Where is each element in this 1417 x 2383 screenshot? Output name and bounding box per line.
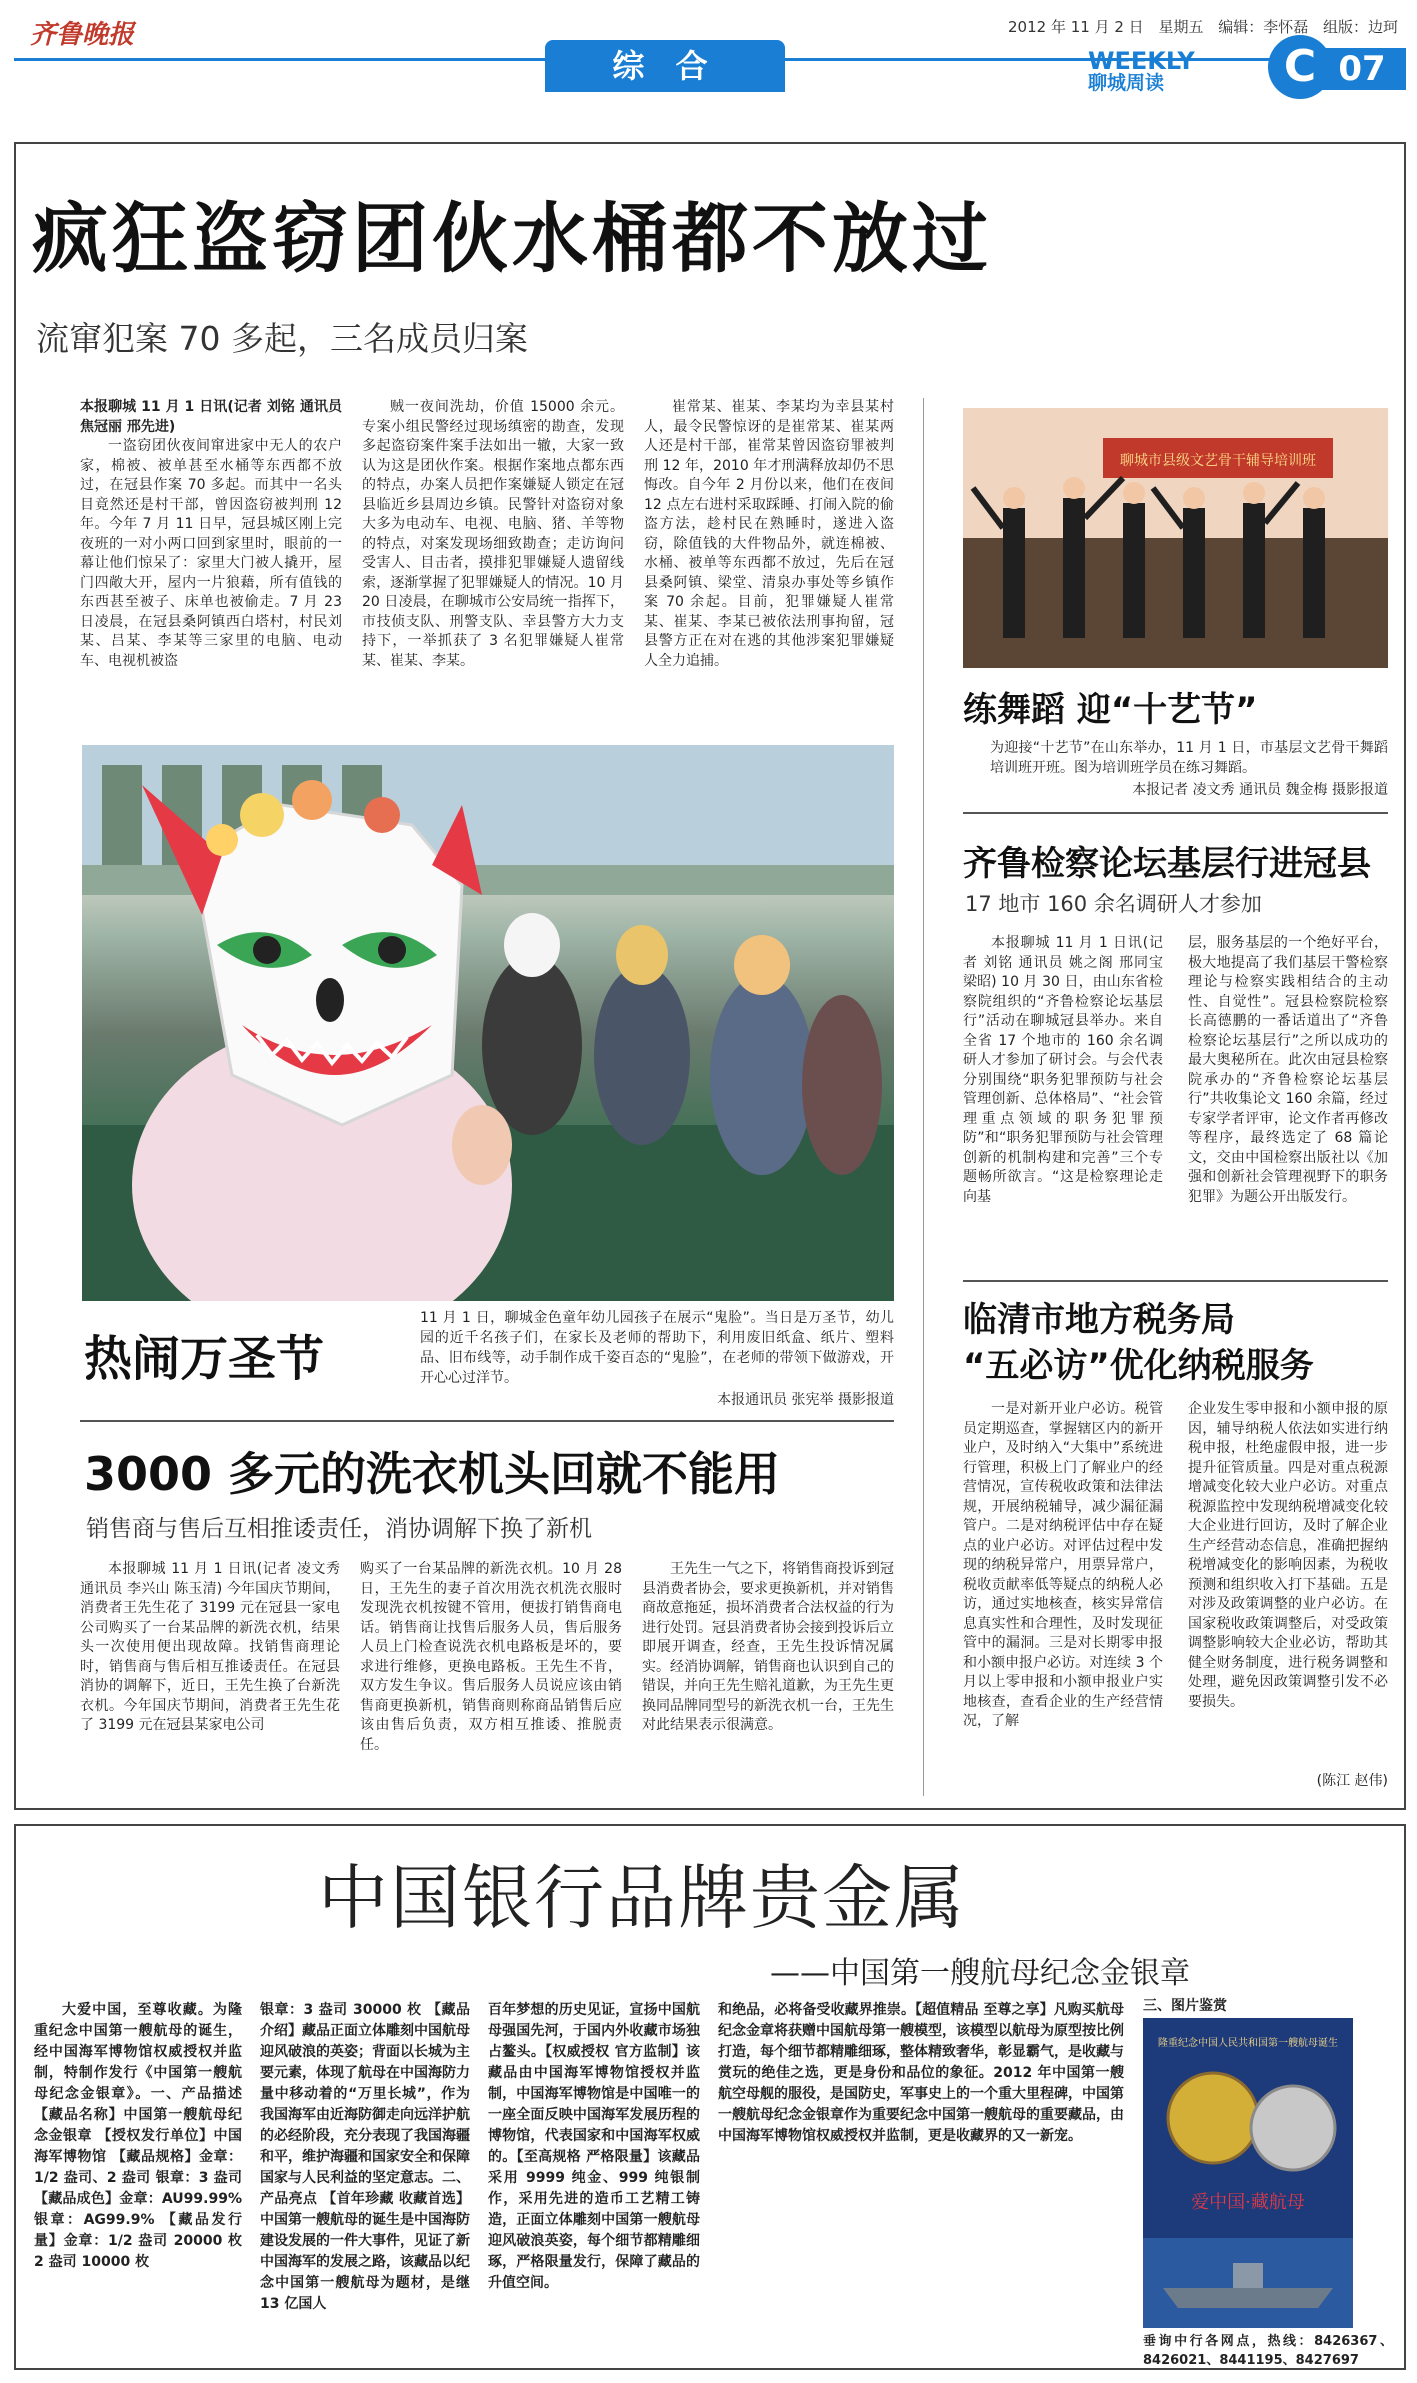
tax-credit: (陈江 赵伟) [1316,1773,1388,1789]
ad-title: 中国银行品牌贵金属 [318,1857,966,1939]
ad-text-3: 百年梦想的历史见证，宣扬中国航母强国先河，于国内外收藏市场独占鳌头。【权威授权 官方监制】该藏品由中国海军博物馆授权并监制，中国海军博物馆是中国唯一的一座全面反映中国海军发展历程的博物馆，代表国家和中国海军权威的。【至高规格 严格限量】该藏品采用 9999 纯金、999 纯银制作，采用先进的造币工艺精工铸造，正面立体雕刻中国第一艘航母迎风破浪英姿，每个细节都精雕细琢，严格限量发行，保障了藏品的升值空间。 [488,2002,700,2291]
weekly-logo [1088,47,1195,94]
tax-credit-box [1188,1772,1388,1792]
issue-date: 2012 年 11 月 2 日 [1008,18,1144,36]
ad-column-4 [718,2000,1124,2360]
ad-text-4: 和绝品，必将备受收藏界推崇。【超值精品 至尊之享】凡购买航母纪念金章将获赠中国航母第一艘模型，该模型以航母为原型按比例打造，每个细节都精雕细琢，整体精致奢华，彰显霸气，是收藏与赏玩的绝佳之选，更是身份和品位的象征。2012 年中国第一艘航空母舰的服役，是国防史，军事史上的一个重大里程碑，中国第一艘航母纪念金银章作为重要纪念中国第一艘航母的重要藏品，由中国海军博物馆权威授权并监制，更是收藏界的又一新宠。 [718,2002,1124,2144]
washer-subhead: 销售商与售后互相推诿责任，消协调解下换了新机 [86,1516,592,1542]
halloween-photo-art [82,745,894,1301]
dance-photo-art [963,408,1388,668]
ad-column-2 [260,2000,470,2360]
ad-gallery-heading [1143,1996,1373,2016]
halloween-credit: 本报通讯员 张宪举 摄影报道 [717,1392,894,1408]
dance-photo [963,408,1388,668]
ad-subtitle: ——中国第一艘航母纪念金银章 [770,1956,1190,1991]
dance-headline: 练舞蹈 迎“十艺节” [963,690,1258,730]
lead-text-3: 崔常某、崔某、李某均为幸县某村人，最令民警惊讶的是崔常某、崔某两人还是村干部，崔常某曾因盗窃罪被判刑 12 年，2010 年才刑满释放却仍不思悔改。自今年 2 月份以来，他们在夜间 12 点左右进村采取踩睡、打闹入院的偷盗方法，趁村民在熟睡时，遂进入盗窃，除值钱的大件物品外，就连棉被、水桶、被单等东西都不放过，先后在冠县桑阿镇、梁堂、清泉办事处等乡镇作案 70 余起。目前，犯罪嫌疑人崔常某、崔某、李某已被依法刑事拘留，冠县警方正在对在逃的其他涉案犯罪嫌疑人全力追捕。 [644,399,894,669]
issue-weekday: 星期五 [1158,18,1204,36]
halloween-headline: 热闹万圣节 [84,1331,325,1387]
section-divider [80,1420,894,1422]
ad-column-1 [34,2000,242,2360]
coin-photo [1143,2018,1353,2328]
washer-text-2: 购买了一台某品牌的新洗衣机。10 月 28 日，王先生的妻子首次用洗衣机洗衣服时发现洗衣机按键不管用，便拔打销售商电话。销售商让找售后服务人员，售后服务人员上门检查说洗衣机电路板是坏的，要求进行维修，更换电路板。王先生不肯，双方发生争议。售后服务人员说应该由销售商更换新机，销售商则称商品销售后应该由售后负责，双方相互推诿、推脱责任。 [360,1561,622,1753]
lead-column-3 [644,398,894,728]
halloween-caption: 11 月 1 日，聊城金色童年幼儿园孩子在展示“鬼脸”。当日是万圣节，幼儿园的近千名孩子们，在家长及老师的帮助下，利用废旧纸盒、纸片、塑料品、旧布线等，动手制作成千姿百态的“鬼脸”，在老师的带领下做游戏，开开心心过洋节。 [420,1310,894,1386]
section-divider [963,1280,1388,1282]
washer-column-2 [360,1560,622,1796]
coin-banner: 隆重纪念中国人民共和国第一艘航母诞生 [1158,2038,1338,2049]
issue-layout: 组版：边珂 [1323,18,1399,36]
page-letter-badge: C [1268,35,1332,99]
lead-subhead: 流窜犯案 70 多起，三名成员归案 [36,319,528,358]
coin-slogan: 爱中国·藏航母 [1191,2192,1305,2213]
tax-text-1: 一是对新开业户必访。税管员定期巡查，掌握辖区内的新开业户，及时纳入“大集中”系统进行管理，积极上门了解业户的经营情况，宣传税收政策和法律法规，开展纳税辅导，减少漏征漏管户。二是对纳税评估中存在疑点的业户必访。对评估过程中发现的纳税异常户，用票异常户，税收贡献率低等疑点的纳税人必访，通过实地核查，核实异常信息真实性和合理性，及时发现征管中的漏洞。三是对长期零申报和小额申报户必访。对连续 3 个月以上零申报和小额申报业户实地核查，查看企业的生产经营情况，了解 [963,1401,1163,1729]
tax-text-2: 企业发生零申报和小额申报的原因，辅导纳税人依法如实进行纳税申报，杜绝虚假申报，进一步提升征管质量。四是对重点税源增减变化较大业户必访。对重点税源监控中发现纳税增减变化较大企业进行回访，及时了解企业生产经营动态信息，准确把握纳税增减变化的影响因素，为税收预测和组织收入打下基础。五是对涉及政策调整的业户必访。在国家税收政策调整后，对受政策调整影响较大企业必访，帮助其健全财务制度，进行税务调整和处理，避免因政策调整引发不必要损失。 [1188,1401,1388,1710]
forum-text-2: 层，服务基层的一个绝好平台，极大地提高了我们基层干警检察理论与检察实践相结合的主动性、自觉性”。冠县检察院检察长高德鹏的一番话道出了“齐鲁检察论坛基层行”之所以成功的最大奥秘所在。此次由冠县检察院承办的“齐鲁检察论坛基层行”共收集论文 160 余篇，经过专家学者评审，论文作者再修改等程序，最终选定了 68 篇论文，交由中国检察出版社以《加强和创新社会管理视野下的职务犯罪》为题公开出版发行。 [1188,935,1388,1205]
coin-photo-art [1143,2018,1353,2328]
weekly-subtitle: 聊城周读 [1088,72,1165,94]
halloween-photo [82,745,894,1301]
forum-subhead: 17 地市 160 余名调研人才参加 [965,892,1262,916]
page-number: 07 [1318,48,1406,90]
ad-column-3 [488,2000,700,2360]
forum-headline: 齐鲁检察论坛基层行进冠县 [963,844,1371,884]
lead-headline: 疯狂盗窃团伙水桶都不放过 [32,194,992,283]
tax-headline-line2: “五必访”优化纳税服务 [963,1346,1314,1386]
lead-text-2: 贼一夜间洗劫，价值 15000 余元。专案小组民警经过现场缜密的勘查，发现多起盗窃案件案手法如出一辙，大家一致认为这是团伙作案。根据作案地点都东西的特点，办案人员把作案嫌疑人锁定在冠县临近乡县周边乡镇。民警针对盗窃对象大多为电动车、电视、电脑、猪、羊等物的特点，对案发现场细致勘查；走访询问受害人、目击者，摸排犯罪嫌疑人遗留线索，逐渐掌握了犯罪嫌疑人的情况。10 月 20 日凌晨，在聊城市公安局统一指挥下，市技侦支队、刑警支队、幸县警方大力支持下，一举抓获了 3 名犯罪嫌疑人崔常某、崔某、李某。 [362,399,624,669]
tax-column-2 [1188,1400,1388,1772]
issue-meta [1008,16,1408,37]
washer-text-3: 王先生一气之下，将销售商投诉到冠县消费者协会，要求更换新机，并对销售商故意拖延，损坏消费者合法权益的行为进行处罚。冠县消费者协会接到投诉后立即展开调查，经查，王先生投诉情况属实。经消协调解，销售商也认识到自己的错误，并向王先生赔礼道歉，为王先生更换同品牌同型号的新洗衣机一台，王先生对此结果表示很满意。 [642,1561,894,1733]
dance-banner-text: 聊城市县级文艺骨干辅导培训班 [1120,453,1316,469]
issue-editor: 编辑：李怀磊 [1218,18,1309,36]
washer-column-1 [80,1560,340,1796]
washer-text-1: 本报聊城 11 月 1 日讯(记者 凌文秀 通讯员 李兴山 陈玉清) 今年国庆节期间，消费者王先生花了 3199 元在冠县一家电公司购买了一台某品牌的新洗衣机，结果头一次使用便出现故障。找销售商理论时，销售商与售后相互推诿责任。在冠县消协的调解下，近日，王先生换了台新洗衣机。今年国庆节期间，消费者王先生花了 3199 元在冠县某家电公司 [80,1561,340,1733]
lead-text-1: 一盗窃团伙夜间窜进家中无人的农户家，棉被、被单甚至水桶等东西都不放过，在冠县作案 70 多起。而其中一名头目竟然还是村干部，曾因盗窃被判刑 12 年。今年 7 月 11 日早，冠县城区刚上完夜班的一对小两口回到家里时，眼前的一幕让他们惊呆了：家里大门被人撬开，屋门四敞大开，屋内一片狼藉，所有值钱的东西甚至被子、床单也被偷走。7 月 23 日凌晨，在冠县桑阿镇西白塔村，村民刘某、吕某、李某等三家里的电脑、电动车、电视机被盗 [80,438,342,669]
column-separator [923,398,924,1796]
newspaper-masthead: 齐鲁晚报 [30,20,135,50]
ad-contact [1143,2332,1393,2374]
dance-caption: 为迎接“十艺节”在山东举办，11 月 1 日，市基层文艺骨干舞蹈培训班开班。图为培训班学员在练习舞蹈。 [990,740,1388,776]
ad-text-2: 银章：3 盎司 30000 枚 【藏品介绍】藏品正面立体雕刻中国航母迎风破浪的英姿；背面以长城为主要元素，体现了航母在中国海防力量中移动着的“万里长城”，作为我国海军由近海防御走向远洋护航的必经阶段，充分表现了我国海疆和平，维护海疆和国家安全和保障国家与人民利益的坚定意志。二、产品亮点 【首年珍藏 收藏首选】中国第一艘航母的诞生是中国海防建设发展的一件大事件，见证了新中国海军的发展之路，该藏品以纪念中国第一艘航母为题材，是继 13 亿国人 [260,2002,470,2312]
forum-column-2 [1188,934,1388,1268]
lead-column-2 [362,398,624,728]
washer-column-3 [642,1560,894,1796]
ad-text-1: 大爱中国，至尊收藏。为隆重纪念中国第一艘航母的诞生，经中国海军博物馆权威授权并监制，特制作发行《中国第一艘航母纪念金银章》。一、产品描述 【藏品名称】中国第一艘航母纪念金银章 【授权发行单位】中国海军博物馆 【藏品规格】金章：1/2 盎司、2 盎司 银章：3 盎司 【藏品成色】金章：AU99.99% 银章：AG99.9% 【藏品发行量】金章：1/2 盎司 20000 枚 2 盎司 10000 枚 [34,2002,242,2270]
section-divider [963,812,1388,814]
forum-column-1 [963,934,1163,1268]
weekly-title: WEEKLY [1088,47,1195,75]
lead-byline: 本报聊城 11 月 1 日讯(记者 刘铭 通讯员 焦冠丽 邢先进) [80,399,342,435]
forum-text-1: 本报聊城 11 月 1 日讯(记者 刘铭 通讯员 姚之阁 邢同宝 梁昭) 10 月 30 日，由山东省检察院组织的“齐鲁检察论坛基层行”活动在聊城冠县举办。来自全省 17 个地市的 160 余名调研人才参加了研讨会。与会代表分别围绕“职务犯罪预防与社会管理创新、总体格局”、“社会管理重点领域的职务犯罪预防”和“职务犯罪预防与社会管理创新的机制构建和完善”三个专题畅所欲言。“这是检察理论走向基 [963,935,1163,1205]
lead-column-1 [80,398,342,728]
ad-gallery-title: 三、图片鉴赏 [1143,1998,1227,2014]
ad-hotline: 垂询中行各网点，热线：8426367、8426021、8441195、8427697 [1143,2334,1393,2368]
section-tab: 综 合 [545,40,785,92]
dance-credit: 本报记者 凌文秀 通讯员 魏金梅 摄影报道 [1132,782,1388,798]
tax-column-1 [963,1400,1163,1790]
tax-headline-line1: 临清市地方税务局 [963,1300,1235,1340]
washer-headline: 3000 多元的洗衣机头回就不能用 [84,1447,781,1501]
